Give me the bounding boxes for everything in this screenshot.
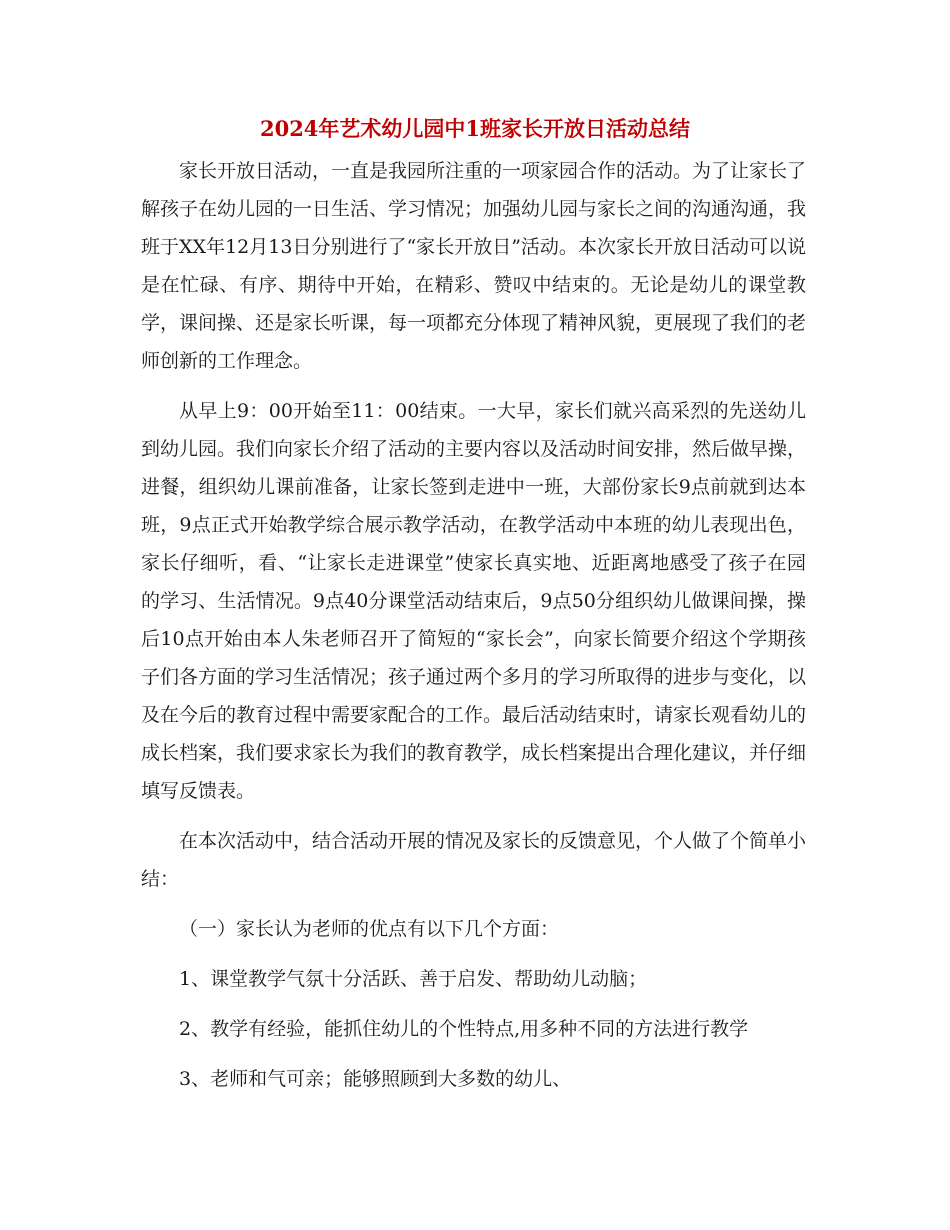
paragraph-schedule: 从早上9：00开始至11：00结束。一大早，家长们就兴高采烈的先送幼儿到幼儿园。我们向家长介绍了活动的主要内容以及活动时间安排，然后做早操，进餐，组织幼儿课前准备，让家长签到走进中一班，大部份家长9点前就到达本班，9点正式开始教学综合展示教学活动，在教学活动中本班的幼儿表现出色，家长仔细听，看、“让家长走进课堂”使家长真实地、近距离地感受了孩子在园的学习、生活情况。9点40分课堂活动结束后，9点50分组织幼儿做课间操，操后10点开始由本人朱老师召开了简短的“家长会”，向家长简要介绍这个学期孩子们各方面的学习生活情况；孩子通过两个多月的学习所取得的进步与变化，以及在今后的教育过程中需要家配合的工作。最后活动结束时，请家长观看幼儿的成长档案，我们要求家长为我们的教育教学，成长档案提出合理化建议，并仔细填写反馈表。 <box>141 400 807 802</box>
paragraph-summary-intro: 在本次活动中，结合活动开展的情况及家长的反馈意见，个人做了个简单小结： <box>141 830 807 890</box>
paragraph-section-heading: （一）家长认为老师的优点有以下几个方面： <box>179 918 560 940</box>
list-item: 2、教学有经验，能抓住幼儿的个性特点,用多种不同的方法进行教学 <box>179 1018 749 1040</box>
document-body <box>141 152 806 1110</box>
list-item: 3、老师和气可亲；能够照顾到大多数的幼儿、 <box>179 1068 572 1090</box>
document-title: 2024年艺术幼儿园中1班家长开放日活动总结 <box>259 116 691 141</box>
list-item: 1、课堂教学气氛十分活跃、善于启发、帮助幼儿动脑； <box>179 968 648 990</box>
paragraph-intro: 家长开放日活动，一直是我园所注重的一项家园合作的活动。为了让家长了解孩子在幼儿园的一日生活、学习情况；加强幼儿园与家长之间的沟通沟通，我班于XX年12月13日分别进行了“家长开放日”活动。本次家长开放日活动可以说是在忙碌、有序、期待中开始，在精彩、赞叹中结束的。无论是幼儿的课堂教学，课间操、还是家长听课，每一项都充分体现了精神风貌，更展现了我们的老师创新的工作理念。 <box>141 160 807 372</box>
